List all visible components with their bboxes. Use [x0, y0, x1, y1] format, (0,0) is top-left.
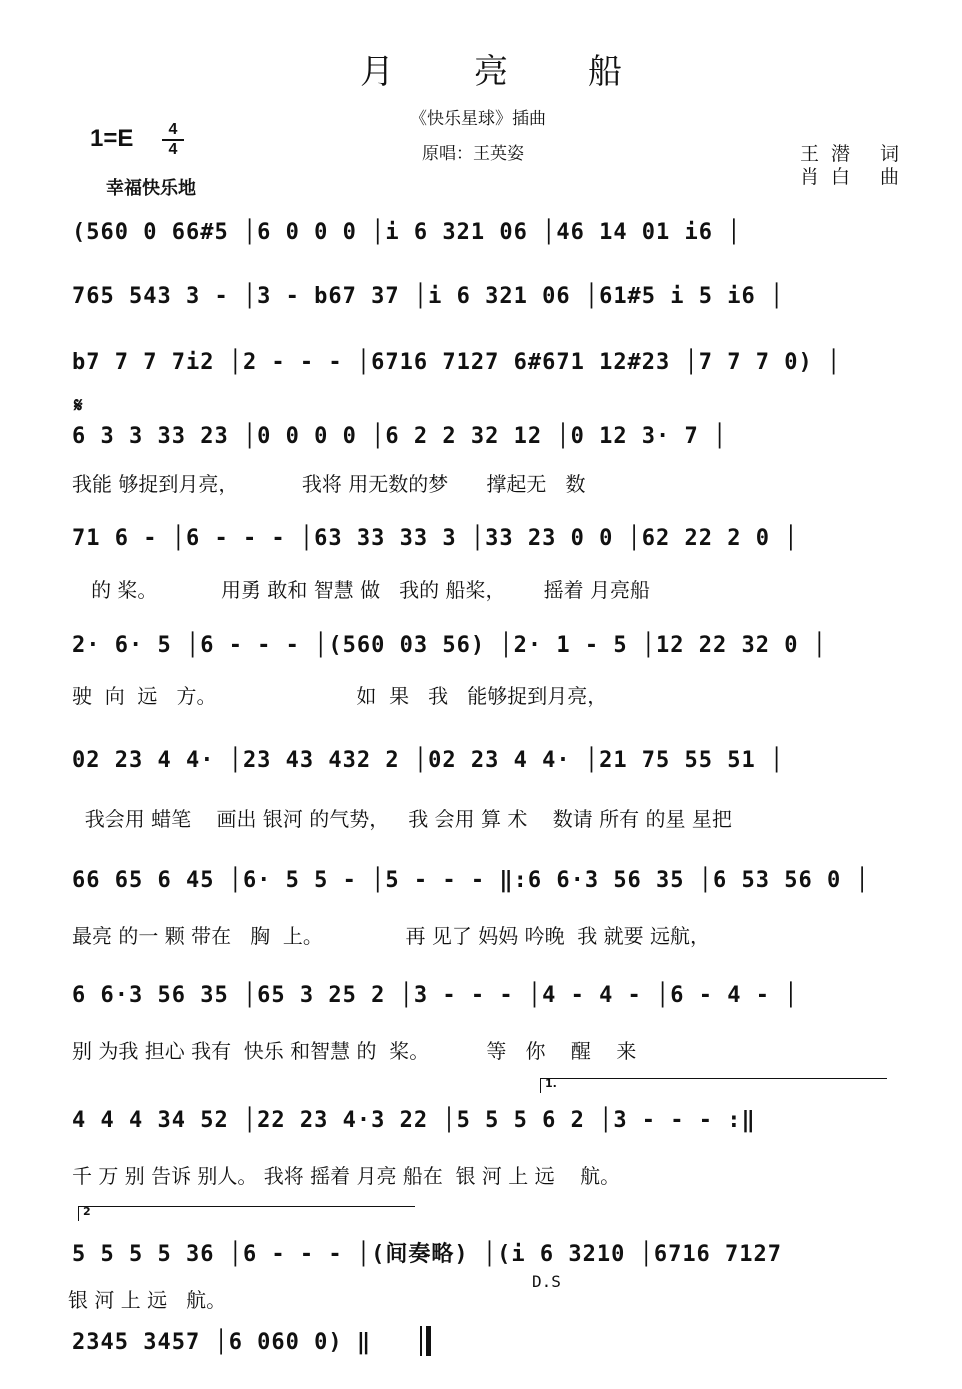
- composer-credit: 肖白 曲: [800, 166, 912, 188]
- notation-line-8: 66 65 6 45 │6· 5 5 - │5 - - - ‖:6 6·3 56 35 │6 53 56 0 │: [72, 868, 870, 893]
- lyrics-line-4: 我能 够捉到月亮， 我将 用无数的梦 撑起无 数: [72, 472, 586, 496]
- notation-line-5: 71 6 - │6 - - - │63 33 33 3 │33 23 0 0 │62 22 2 0 │: [72, 526, 799, 551]
- lyrics-line-7: 我会用 蜡笔 画出 银河 的气势， 我 会用 算 术 数请 所有 的星 星把: [72, 807, 732, 831]
- tempo-marking: 幸福快乐地: [106, 178, 196, 199]
- lyrics-line-9: 别 为我 担心 我有 快乐 和智慧 的 桨。 等 你 醒 来: [72, 1039, 637, 1063]
- notation-line-7: 02 23 4 4· │23 43 432 2 │02 23 4 4· │21 75 55 51 │: [72, 748, 785, 773]
- notation-line-1: (560 0 66#5 │6 0 0 0 │i 6 321 06 │46 14 01 i6 │: [72, 220, 742, 245]
- lyrics-line-11: 银 河 上 远 航。: [68, 1288, 227, 1312]
- dal-segno-mark: D.S: [532, 1272, 561, 1291]
- final-barline-thick: [426, 1326, 431, 1356]
- notation-line-2: 765 543 3 - │3 - b67 37 │i 6 321 06 │61#5 i 5 i6 │: [72, 284, 785, 309]
- notation-line-6: 2· 6· 5 │6 - - - │(560 03 56) │2· 1 - 5 │12 22 32 0 │: [72, 633, 827, 658]
- notation-line-10: 4 4 4 34 52 │22 23 4·3 22 │5 5 5 6 2 │3 - - - :‖: [72, 1108, 756, 1133]
- time-signature: [162, 121, 184, 159]
- subtitle: 《快乐星球》插曲: [410, 109, 546, 129]
- page-title: 月亮船: [360, 52, 702, 92]
- notation-line-4: 6 3 3 33 23 │0 0 0 0 │6 2 2 32 12 │0 12 3· 7 │: [72, 424, 728, 449]
- lyricist-credit: 王潜 词: [800, 143, 912, 165]
- notation-line-11: 5 5 5 5 36 │6 - - - │(间奏略) │(i 6 3210 │6716 7127: [72, 1242, 783, 1267]
- notation-line-3: b7 7 7 7i2 │2 - - - │6716 7127 6#671 12#23 │7 7 7 0) │: [72, 350, 842, 375]
- segno-sign: 𝄋: [74, 393, 83, 417]
- lyrics-line-10: 千 万 别 告诉 别人。 我将 摇着 月亮 船在 银 河 上 远 航。: [72, 1164, 621, 1188]
- singer-credit: 原唱：王英姿: [422, 144, 524, 164]
- volta-bracket-2: [78, 1206, 415, 1221]
- key-signature: 1=E: [90, 125, 134, 152]
- volta-bracket-1: [540, 1078, 887, 1093]
- final-barline-thin: [420, 1326, 422, 1356]
- lyrics-line-8: 最亮 的一 颗 带在 胸 上。 再 见了 妈妈 吟晚 我 就要 远航，: [72, 924, 711, 948]
- time-signature-bottom: 4: [168, 141, 178, 158]
- time-signature-top: 4: [162, 121, 184, 141]
- lyrics-line-5: 的 桨。 用勇 敢和 智慧 做 我的 船桨， 摇着 月亮船: [72, 578, 651, 602]
- lyrics-line-6: 驶 向 远 方。 如 果 我 能够捉到月亮，: [72, 684, 608, 708]
- volta-1-label: 1.: [545, 1077, 557, 1090]
- notation-line-12: 2345 3457 │6 060 0) ‖: [72, 1330, 372, 1355]
- notation-line-9: 6 6·3 56 35 │65 3 25 2 │3 - - - │4 - 4 - │6 - 4 - │: [72, 983, 799, 1008]
- volta-2-label: 2: [83, 1205, 91, 1218]
